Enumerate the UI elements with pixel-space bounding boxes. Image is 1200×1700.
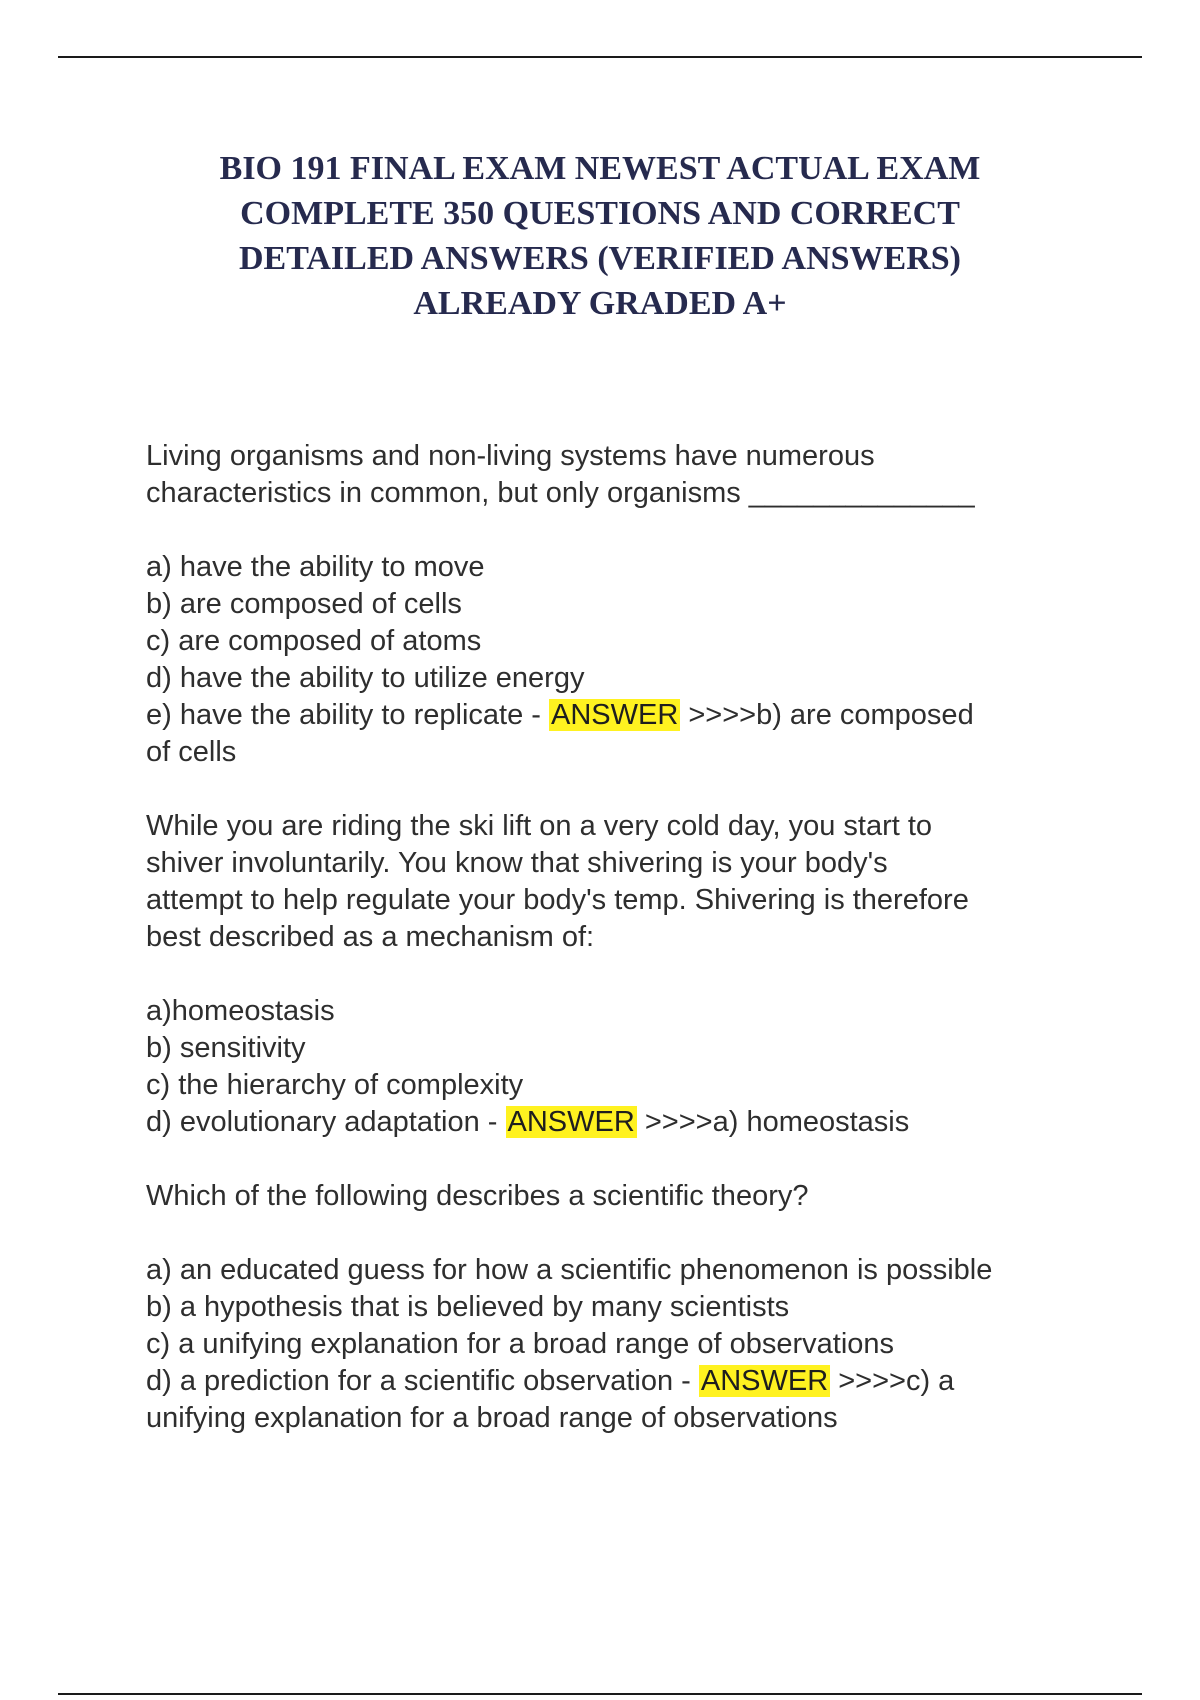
answer-option: b) a hypothesis that is believed by many scientists <box>146 1291 790 1323</box>
answer-option-with-answer <box>146 1363 1106 1400</box>
title-line: ALREADY GRADED A+ <box>413 285 787 322</box>
answer-highlight: ANSWER <box>700 1365 829 1397</box>
correct-answer-text: >>>>a) homeostasis <box>636 1106 910 1138</box>
answer-option-text: d) a prediction for a scientific observation - <box>146 1365 699 1397</box>
answer-option: c) a unifying explanation for a broad range of observations <box>146 1328 895 1360</box>
answer-option: c) are composed of atoms <box>146 625 482 657</box>
answer-option-with-answer <box>146 697 1106 734</box>
answer-option: c) the hierarchy of complexity <box>146 1069 524 1101</box>
question-block <box>146 808 1106 1178</box>
question-prompt-line: characteristics in common, but only organisms ______________ <box>146 477 975 509</box>
answer-highlight: ANSWER <box>507 1106 635 1138</box>
correct-answer-continued: unifying explanation for a broad range of observations <box>146 1402 838 1434</box>
answer-option: a) an educated guess for how a scientific phenomenon is possible <box>146 1254 993 1286</box>
document-title <box>120 146 1080 326</box>
question-block <box>146 438 1106 808</box>
title-line: DETAILED ANSWERS (VERIFIED ANSWERS) <box>238 240 962 277</box>
correct-answer-text: >>>>c) a <box>830 1365 955 1397</box>
question-prompt-line: Which of the following describes a scientific theory? <box>146 1180 809 1212</box>
bottom-rule <box>58 1693 1142 1695</box>
title-line: BIO 191 FINAL EXAM NEWEST ACTUAL EXAM <box>219 150 981 187</box>
answer-option-text: e) have the ability to replicate - <box>146 699 549 731</box>
answer-option: a)homeostasis <box>146 995 335 1027</box>
question-prompt-line: While you are riding the ski lift on a very cold day, you start to <box>146 810 933 842</box>
answer-highlight: ANSWER <box>550 699 679 731</box>
answer-option: d) have the ability to utilize energy <box>146 662 585 694</box>
answer-option: a) have the ability to move <box>146 551 485 583</box>
question-prompt-line: attempt to help regulate your body's temp. Shivering is therefore <box>146 884 969 916</box>
answer-option-text: d) evolutionary adaptation - <box>146 1106 506 1138</box>
question-prompt-line: best described as a mechanism of: <box>146 921 595 953</box>
title-line: COMPLETE 350 QUESTIONS AND CORRECT <box>240 195 960 232</box>
answer-option: b) are composed of cells <box>146 588 462 620</box>
correct-answer-continued: of cells <box>146 736 237 768</box>
question-prompt-line: Living organisms and non-living systems have numerous <box>146 440 875 472</box>
answer-option: b) sensitivity <box>146 1032 306 1064</box>
top-rule <box>58 56 1142 58</box>
correct-answer-text: >>>>b) are composed <box>680 699 974 731</box>
document-body <box>146 438 1106 1437</box>
question-block <box>146 1178 1106 1437</box>
answer-option-with-answer <box>146 1104 1106 1141</box>
question-prompt-line: shiver involuntarily. You know that shivering is your body's <box>146 847 888 879</box>
